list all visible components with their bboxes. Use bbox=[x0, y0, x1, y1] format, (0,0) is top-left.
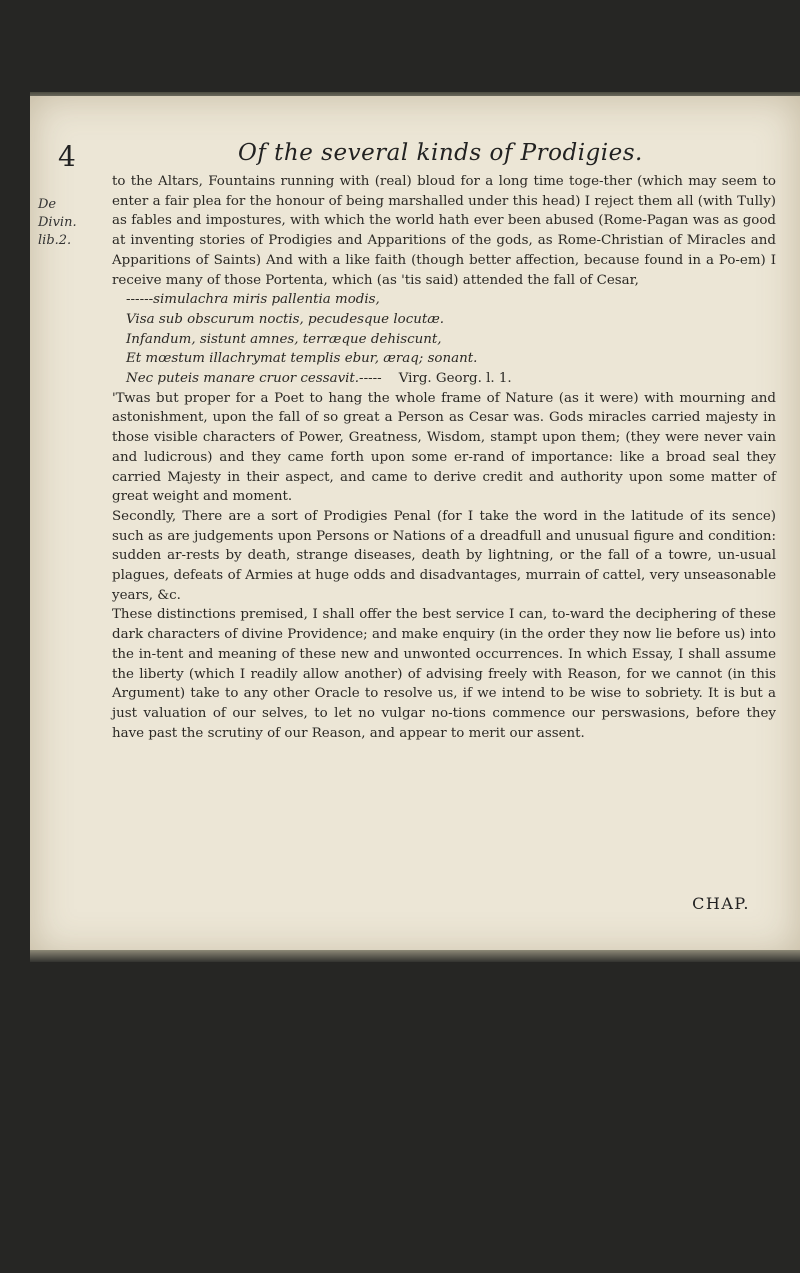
margin-note: De Divin. lib.2. bbox=[38, 197, 77, 248]
verse-citation: Virg. Georg. l. 1. bbox=[398, 371, 512, 387]
verse-line-2: Visa sub obscurum noctis, pecudesque locutæ. bbox=[126, 311, 445, 327]
verse-line-5 bbox=[126, 369, 776, 389]
catchword: CHAP. bbox=[692, 894, 750, 913]
paragraph-1: to the Altars, Fountains running with (real) bloud for a long time toge-ther (which may seem to enter a fair plea for the honour of being marshalled under this head) I reject them all (with Tully) as fables and impostures, with which the world hath ever been abused (Rome-Pagan was as good at inventing stories of Prodigies and Apparitions of the gods, as Rome-Christian of Miracles and Apparitions of Saints) And with a like faith (though better affection, because found in a Po-em) I receive many of those Portenta, which (as 'tis said) attended the fall of Cesar, bbox=[112, 174, 776, 288]
verse-line-3: Infandum, sistunt amnes, terræque dehiscunt, bbox=[126, 331, 442, 347]
latin-verse bbox=[112, 290, 776, 389]
page-bottom-edge bbox=[30, 950, 800, 962]
paragraph-4: These distinctions premised, I shall offer the best service I can, to-ward the deciphering of these dark characters of divine Providence; and make enquiry (in the order they now lie before us) into the in-tent and meaning of these new and unwonted occurrences. In which Essay, I shall assume the liberty (which I readily allow another) of advising freely with Reason, for we cannot (in this Argument) take to any other Oracle to resolve us, if we intend to be wise to sobriety. It is but a just valuation of our selves, to let no vulgar no-tions commence our perswasions, before they have past the scrutiny of our Reason, and appear to merit our assent. bbox=[112, 607, 776, 741]
verse-last-line: Nec puteis manare cruor cessavit.----- bbox=[126, 371, 382, 387]
page-number: 4 bbox=[58, 140, 76, 173]
paragraph-2: 'Twas but proper for a Poet to hang the whole frame of Nature (as it were) with mourning and astonishment, upon the fall of so great a Person as Cesar was. Gods miracles carried majesty in those visible characters of Power, Greatness, Wisdom, stampt upon them; (they were never vain and ludicrous) and they came forth upon some er-rand of importance: like a broad seal they carried Majesty in their aspect, and came to derive credit and authority upon some matter of great weight and moment. bbox=[112, 390, 776, 505]
verse-line-4: Et mœstum illachrymat templis ebur, æraq; sonant. bbox=[126, 351, 478, 367]
body-text bbox=[112, 172, 776, 743]
verse-line-1: ------simulachra miris pallentia modis, bbox=[126, 292, 380, 308]
paragraph-3: Secondly, There are a sort of Prodigies Penal (for I take the word in the latitude of its sence) such as are judgements upon Persons or Nations of a dreadfull and unusual figure and condition: sudden ar-rests by death, strange diseases, death by lightning, or the fall of a towre, un-usual plagues, defeats of Armies at huge odds and disadvantages, murrain of cattel, very unseasonable years, &c. bbox=[112, 508, 776, 603]
running-head: Of the several kinds of Prodigies. bbox=[238, 140, 643, 166]
